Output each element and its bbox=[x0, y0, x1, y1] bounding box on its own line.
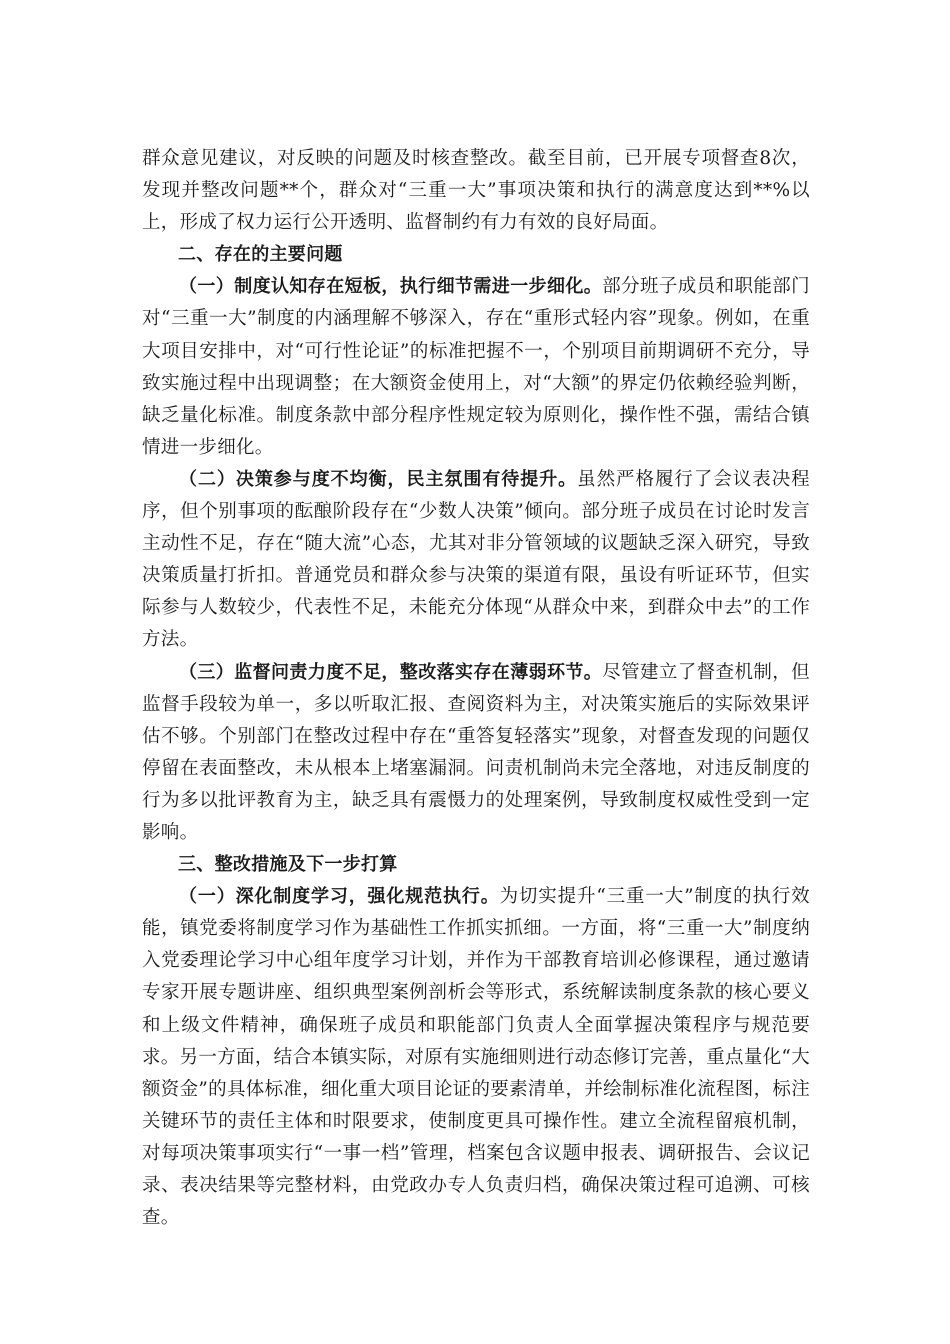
paragraph-lead: （一）深化制度学习，强化规范执行。 bbox=[179, 886, 500, 908]
paragraph-problem-2: （二）决策参与度不均衡，民主氛围有待提升。虽然严格履行了会议表决程序，但个别事项的酝酿阶段存在“少数人决策”倾向。部分班子成员在讨论时发言主动性不足，存在“随大流”心态，尤其对非分管领域的议题缺乏深入研究，导致决策质量打折扣。普通党员和群众参与决策的渠道有限，虽设有听证环节，但实际参与人数较少，代表性不足，未能充分体现“从群众中来，到群众中去”的工作方法。 bbox=[142, 468, 810, 651]
section-heading-problems: 二、存在的主要问题 bbox=[178, 244, 343, 266]
paragraph-lead: （一）制度认知存在短板，执行细节需进一步细化。 bbox=[179, 276, 603, 298]
document-body bbox=[142, 143, 810, 1234]
paragraph-lead: （三）监督问责力度不足，整改落实存在薄弱环节。 bbox=[179, 661, 603, 683]
section-heading-measures: 三、整改措施及下一步打算 bbox=[178, 854, 398, 876]
paragraph-problem-1: （一）制度认知存在短板，执行细节需进一步细化。部分班子成员和职能部门对“三重一大”制度的内涵理解不够深入，存在“重形式轻内容”现象。例如，在重大项目安排中，对“可行性论证”的标准把握不一，个别项目前期调研不充分，导致实施过程中出现调整；在大额资金使用上，对“大额”的界定仍依赖经验判断，缺乏量化标准。制度条款中部分程序性规定较为原则化，操作性不强，需结合镇情进一步细化。 bbox=[142, 276, 810, 458]
paragraph-lead: （二）决策参与度不均衡，民主氛围有待提升。 bbox=[179, 468, 578, 490]
paragraph-measure-1: （一）深化制度学习，强化规范执行。为切实提升“三重一大”制度的执行效能，镇党委将制度学习作为基础性工作抓实抓细。一方面，将“三重一大”制度纳入党委理论学习中心组年度学习计划，并作为干部教育培训必修课程，通过邀请专家开展专题讲座、组织典型案例剖析会等形式，系统解读制度条款的核心要义和上级文件精神，确保班子成员和职能部门负责人全面掌握决策程序与规范要求。另一方面，结合本镇实际，对原有实施细则进行动态修订完善，重点量化“大额资金”的具体标准，细化重大项目论证的要素清单，并绘制标准化流程图，标注关键环节的责任主体和时限要求，使制度更具可操作性。建立全流程留痕机制，对每项决策事项实行“一事一档”管理，档案包含议题申报表、调研报告、会议记录、表决结果等完整材料，由党政办专人负责归档，确保决策过程可追溯、可核查。 bbox=[142, 886, 810, 1229]
paragraph-problem-3: （三）监督问责力度不足，整改落实存在薄弱环节。尽管建立了督查机制，但监督手段较为单一，多以听取汇报、查阅资料为主，对决策实施后的实际效果评估不够。个别部门在整改过程中存在“重答复轻落实”现象，对督查发现的问题仅停留在表面整改，未从根本上堵塞漏洞。问责机制尚未完全落地，对违反制度的行为多以批评教育为主，缺乏具有震慑力的处理案例，导致制度权威性受到一定影响。 bbox=[142, 661, 810, 843]
paragraph-continued: 群众意见建议，对反映的问题及时核查整改。截至目前，已开展专项督查8次，发现并整改问题**个，群众对“三重一大”事项决策和执行的满意度达到**%以上，形成了权力运行公开透明、监督制约有力有效的良好局面。 bbox=[142, 148, 810, 234]
